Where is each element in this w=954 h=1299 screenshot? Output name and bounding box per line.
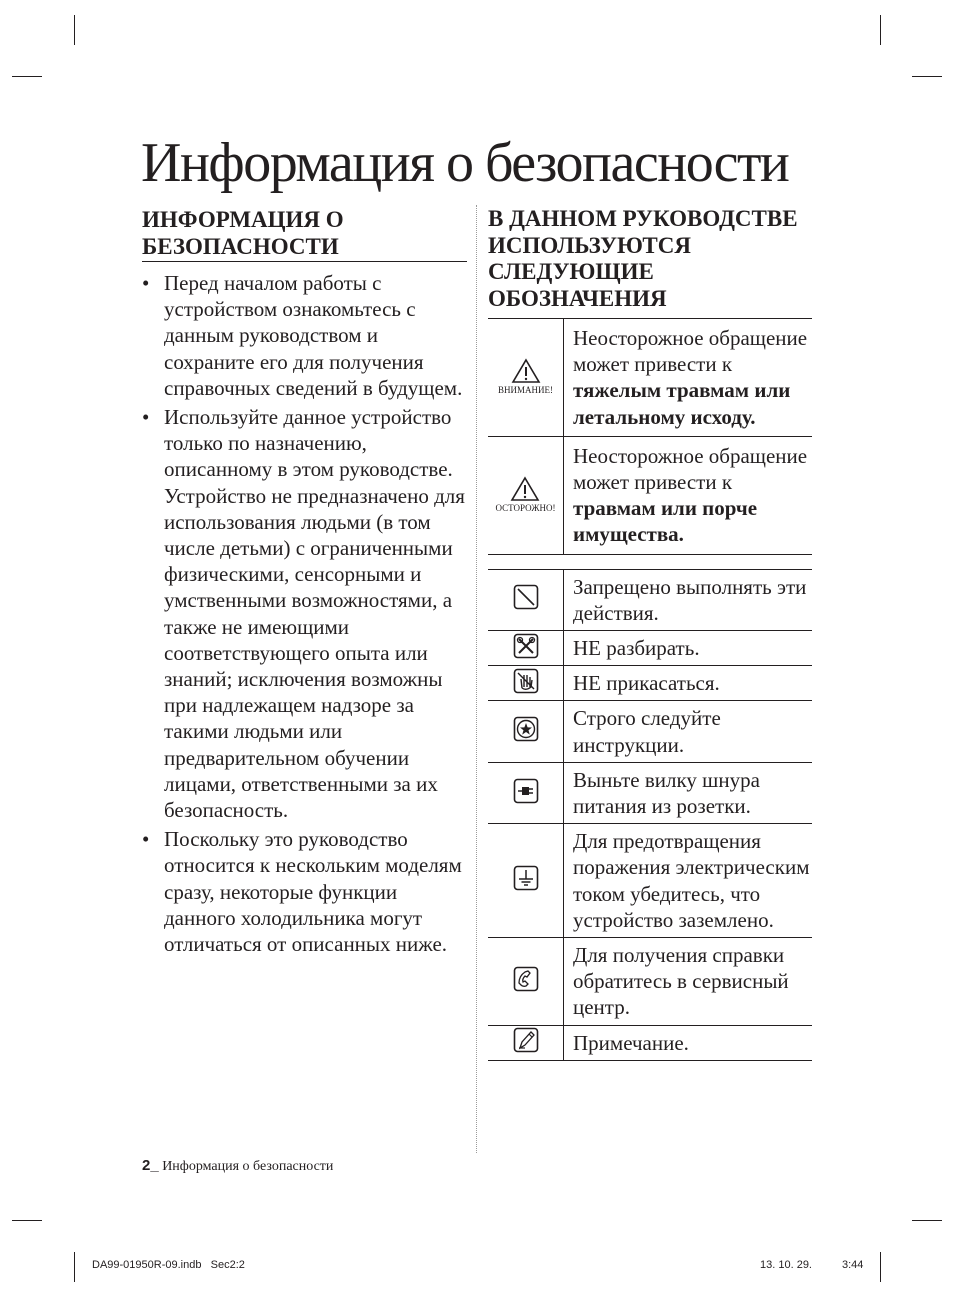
print-slug-date: 13. 10. 29. bbox=[760, 1259, 812, 1271]
table-row bbox=[488, 701, 812, 762]
left-column bbox=[142, 206, 467, 960]
prohibited-icon bbox=[513, 584, 539, 610]
section-heading-safety: ИНФОРМАЦИЯ О БЕЗОПАСНОСТИ bbox=[142, 206, 467, 262]
symbols-table bbox=[488, 318, 812, 1061]
table-row bbox=[488, 762, 812, 823]
caution-icon-cell bbox=[488, 436, 564, 554]
warning-label: ВНИМАНИЕ! bbox=[498, 385, 553, 396]
crop-mark bbox=[74, 15, 75, 45]
warning-bold-text: тяжелым травмам или летальному исходу. bbox=[573, 378, 791, 429]
note-icon bbox=[513, 1027, 539, 1053]
list-item-text: Используйте данное устройство только по назначению, описанному в этом руководстве. Устройство не предназначено для использования людьми (в том числе детьми) с ограниченными физическими, сенсорными и умственными возможностями, а также не имеющими соответствующего опыта или знаний; исключения возможны при надлежащем надзоре за такими людьми или предварительном обучении лицами, ответственными за их безопасность. bbox=[164, 405, 465, 823]
crop-mark bbox=[880, 15, 881, 45]
caution-text: Неосторожное обращение может привести к травмам или порче имущества. bbox=[564, 436, 813, 554]
warning-triangle-icon bbox=[511, 358, 541, 384]
list-item bbox=[142, 826, 467, 957]
list-item bbox=[142, 404, 467, 823]
page-title: Информация о безопасности bbox=[141, 132, 789, 194]
table-gap bbox=[488, 554, 812, 569]
table-row bbox=[488, 631, 812, 666]
follow-instructions-icon bbox=[513, 716, 539, 742]
symbol-text: Выньте вилку шнура питания из розетки. bbox=[564, 762, 813, 823]
safety-bullet-list bbox=[142, 270, 467, 957]
table-row bbox=[488, 666, 812, 701]
footer-section-title: Информация о безопасности bbox=[162, 1159, 334, 1174]
column-divider bbox=[476, 205, 477, 1153]
bullet-icon: • bbox=[142, 271, 150, 295]
symbol-text: Для предотвращения поражения электрическим током убедитесь, что устройство заземлено. bbox=[564, 824, 813, 938]
bullet-icon: • bbox=[142, 405, 150, 430]
list-item-text: Перед началом работы с устройством ознакомьтесь с данным руководством и сохраните его для получения справочных сведений в будущем. bbox=[164, 271, 463, 400]
list-item bbox=[142, 270, 467, 401]
section-heading-symbols: В ДАННОМ РУКОВОДСТВЕ ИСПОЛЬЗУЮТСЯ СЛЕДУЮЩИЕ ОБОЗНАЧЕНИЯ bbox=[488, 206, 798, 311]
symbol-text: Для получения справки обратитесь в сервисный центр. bbox=[564, 938, 813, 1026]
symbol-text: Запрещено выполнять эти действия. bbox=[564, 569, 813, 630]
list-item-text: Поскольку это руководство относится к нескольким моделям сразу, некоторые функции данного холодильника могут отличаться от описанных ниже. bbox=[164, 827, 462, 957]
table-row bbox=[488, 938, 812, 1026]
symbol-text: Строго следуйте инструкции. bbox=[564, 701, 813, 762]
crop-mark bbox=[880, 1252, 881, 1282]
print-slug-file: DA99-01950R-09.indb Sec2:2 bbox=[92, 1259, 245, 1271]
warning-icon-cell bbox=[488, 319, 564, 437]
warning-text: Неосторожное обращение может привести к тяжелым травмам или летальному исходу. bbox=[564, 319, 813, 437]
right-column bbox=[488, 206, 812, 1061]
page-number: 2_ bbox=[142, 1157, 159, 1174]
print-slug-time: 3:44 bbox=[842, 1259, 864, 1271]
table-row bbox=[488, 569, 812, 630]
service-call-icon bbox=[513, 966, 539, 992]
table-row bbox=[488, 1025, 812, 1060]
symbol-text: НЕ разбирать. bbox=[564, 631, 813, 666]
crop-mark bbox=[74, 1252, 75, 1282]
crop-mark bbox=[912, 1220, 942, 1221]
unplug-icon bbox=[513, 778, 539, 804]
caution-label: ОСТОРОЖНО! bbox=[495, 503, 556, 514]
warning-triangle-icon bbox=[510, 476, 540, 502]
crop-mark bbox=[12, 76, 42, 77]
no-disassembly-icon bbox=[513, 633, 539, 659]
ground-icon bbox=[513, 865, 539, 891]
crop-mark bbox=[912, 76, 942, 77]
table-row bbox=[488, 824, 812, 938]
symbol-text: НЕ прикасаться. bbox=[564, 666, 813, 701]
table-row bbox=[488, 436, 812, 554]
crop-mark bbox=[12, 1220, 42, 1221]
page-footer bbox=[142, 1157, 333, 1175]
symbol-text: Примечание. bbox=[564, 1025, 813, 1060]
bullet-icon: • bbox=[142, 827, 150, 852]
caution-bold-text: травмам или порче имущества. bbox=[573, 496, 758, 547]
no-touch-icon bbox=[513, 668, 539, 694]
table-row bbox=[488, 319, 812, 437]
